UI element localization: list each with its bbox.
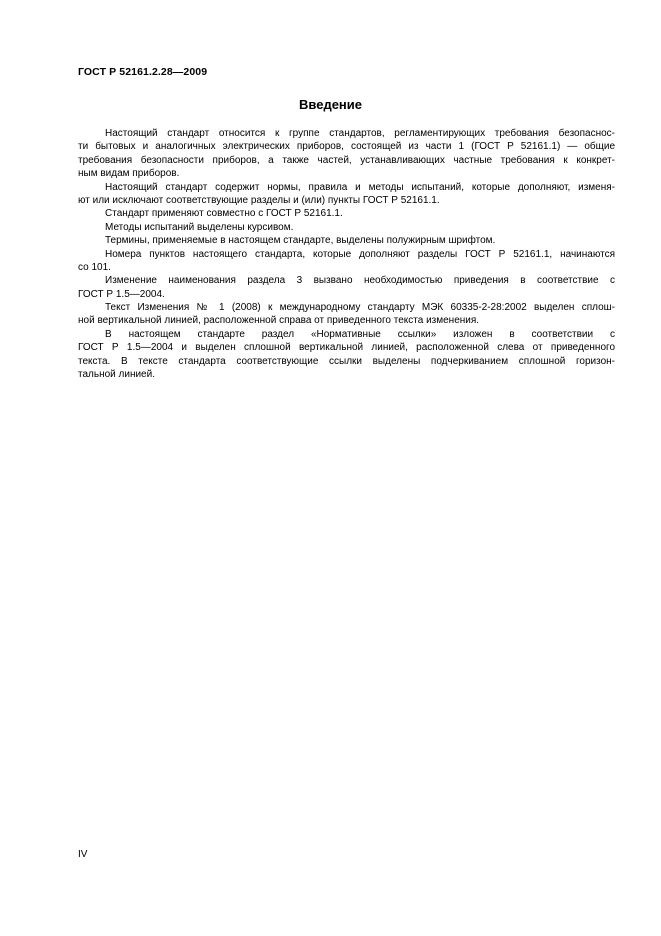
paragraph: [78, 328, 615, 382]
section-title: Введение: [299, 97, 362, 112]
paragraph-line: Методы испытаний выделены курсивом.: [105, 221, 294, 233]
paragraph-line: тальной линией.: [78, 369, 155, 381]
paragraph-line: Стандарт применяют совместно с ГОСТ Р 52161.1.: [105, 208, 343, 220]
document-code: ГОСТ Р 52161.2.28—2009: [78, 66, 208, 78]
paragraph: [78, 127, 615, 181]
paragraph-line: требования безопасности приборов, а также частей, устанавливающих частные требования к конкрет-: [78, 154, 615, 166]
paragraph: [78, 207, 615, 220]
page-number: IV: [78, 849, 88, 860]
introduction-body: [78, 127, 615, 381]
paragraph-line: В настоящем стандарте раздел «Нормативные ссылки» изложен в соответствии с: [105, 328, 615, 340]
paragraph-line: ти бытовых и аналогичных электрических приборов, состоящей из части 1 (ГОСТ Р 52161.1) — общие: [78, 141, 615, 153]
paragraph-line: текста. В тексте стандарта соответствующие ссылки выделены подчеркиванием сплошной горизон-: [78, 355, 615, 367]
paragraph-line: Текст Изменения № 1 (2008) к международному стандарту МЭК 60335-2-28:2002 выделен сплош-: [105, 302, 615, 314]
paragraph-line: ГОСТ Р 1.5—2004 и выделен сплошной вертикальной линией, расположенной слева от приведенного: [78, 342, 615, 354]
paragraph: [78, 234, 615, 247]
paragraph-line: Настоящий стандарт содержит нормы, правила и методы испытаний, которые дополняют, изменя-: [105, 181, 615, 193]
paragraph-line: Номера пунктов настоящего стандарта, которые дополняют разделы ГОСТ Р 52161.1, начинаются: [105, 248, 615, 260]
paragraph-line: ют или исключают соответствующие разделы и (или) пункты ГОСТ Р 52161.1.: [78, 194, 440, 206]
paragraph-line: ГОСТ Р 1.5—2004.: [78, 288, 165, 300]
paragraph: [78, 248, 615, 275]
paragraph-line: ной вертикальной линией, расположенной справа от приведенного текста изменения.: [78, 315, 480, 327]
paragraph: [78, 274, 615, 301]
paragraph: [78, 301, 615, 328]
paragraph: [78, 221, 615, 234]
paragraph: [78, 181, 615, 208]
paragraph-line: Изменение наименования раздела 3 вызвано необходимостью приведения в соответствие с: [105, 275, 615, 287]
paragraph-line: ным видам приборов.: [78, 168, 180, 180]
paragraph-line: Термины, применяемые в настоящем стандарте, выделены полужирным шрифтом.: [105, 235, 496, 247]
paragraph-line: со 101.: [78, 261, 111, 273]
paragraph-line: Настоящий стандарт относится к группе стандартов, регламентирующих требования безопаснос-: [105, 128, 615, 139]
